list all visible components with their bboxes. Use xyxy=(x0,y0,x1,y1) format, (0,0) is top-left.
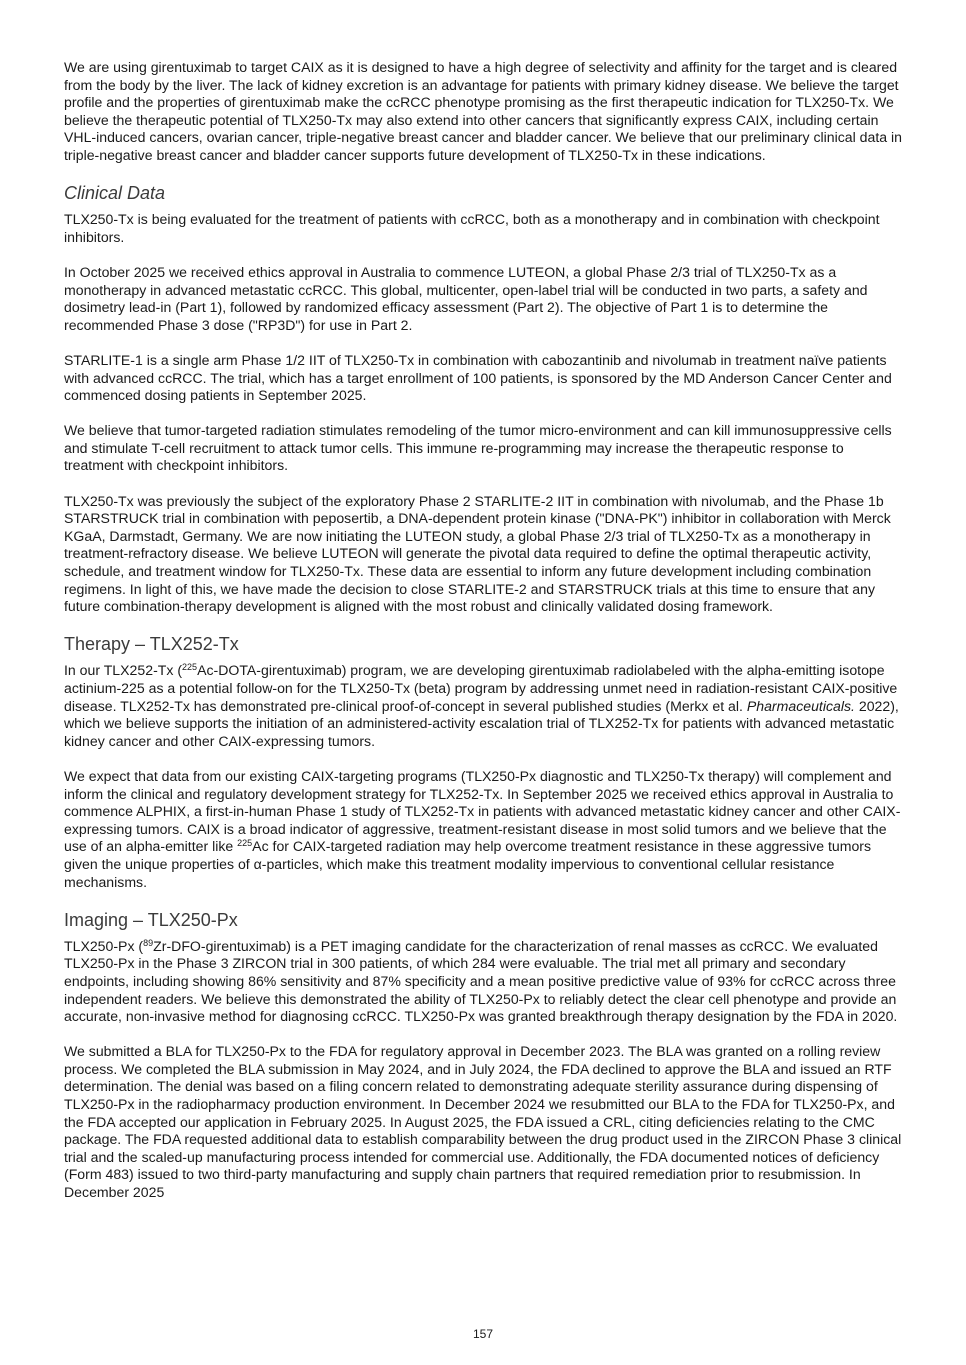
clinical-paragraph-4: We believe that tumor-targeted radiation stimulates remodeling of the tumor micro-environment and can kill immunosuppressive cells and stimulate T-cell recruitment to attack tumor cells. This immune re-programming may increase the therapeutic response to treatment with checkpoint inhibitors. xyxy=(64,422,892,474)
text-run: 2022), which we believe supports the initiation of an administered-activity escalation trial of TLX252-Tx for patients with advanced metastatic kidney cancer and other CAIX-expressing tumors. xyxy=(64,697,899,749)
isotope-superscript: 89 xyxy=(143,937,154,948)
isotope-superscript: 225 xyxy=(237,838,253,849)
text-run: Ac-DOTA-girentuximab) program, we are developing girentuximab radiolabeled with the alpha-emitting isotope actinium-225 as a potential follow-on for the TLX250-Tx (beta) program by addressing unmet need in radiation-resistant CAIX-positive disease. TLX252-Tx has demonstrated pre-clinical proof-of-concept in several published studies (Merkx et al. xyxy=(64,662,898,714)
clinical-data-heading: Clinical Data xyxy=(64,183,166,204)
text-run: Zr-DFO-girentuximab) is a PET imaging candidate for the characterization of renal masses as ccRCC. We evaluated TLX250-Px in the Phase 3 ZIRCON trial in 300 patients, of which 284 were evaluable. The trial met all primary and secondary endpoints, including showing 86% sensitivity and 87% specificity and a mean positive predictive value of 93% for ccRCC across three independent readers. We believe this demonstrated the ability of TLX250-Px to reliably detect the clear cell phenotype and provide an accurate, non-invasive method for diagnosing ccRCC. TLX250-Px was granted breakthrough therapy designation by the FDA in 2020. xyxy=(64,937,898,1025)
imaging-heading: Imaging – TLX250-Px xyxy=(64,909,238,930)
therapy-heading: Therapy – TLX252-Tx xyxy=(64,634,239,655)
clinical-paragraph-1: TLX250-Tx is being evaluated for the treatment of patients with ccRCC, both as a monotherapy and in combination with checkpoint inhibitors. xyxy=(64,211,880,245)
text-run: TLX250-Px ( xyxy=(64,937,144,954)
therapy-paragraph-1 xyxy=(64,662,904,750)
journal-name: Pharmaceuticals. xyxy=(746,697,855,714)
clinical-paragraph-2: In October 2025 we received ethics approval in Australia to commence LUTEON, a global Phase 2/3 trial of TLX250-Tx as a monotherapy in advanced metastatic ccRCC. This global, multicenter, open-label trial will be conducted in two parts, a safety and dosimetry lead-in (Part 1), followed by randomized efficacy assessment (Part 2). The objective of Part 1 is to determine the recommended Phase 3 dose ("RP3D") for use in Part 2. xyxy=(64,263,868,333)
text-run: We expect that data from our existing CAIX-targeting programs (TLX250-Px diagnostic and TLX250-Tx therapy) will complement and inform the clinical and regulatory development strategy for TLX252-Tx. In September 2025 we received ethics approval in Australia to commence ALPHIX, a first-in-human Phase 1 study of TLX252-Tx in patients with advanced metastatic kidney cancer and other CAIX-expressing tumors. CAIX is a broad indicator of aggressive, treatment-resistant disease in most solid tumors and we believe that the use of an alpha-emitter like xyxy=(64,767,901,855)
text-run: Ac for CAIX-targeted radiation may help overcome treatment resistance in these aggressive tumors given the unique properties of α-particles, which make this treatment modality impervious to conventional cellular resistance mechanisms. xyxy=(64,838,872,890)
text-run: In our TLX252-Tx ( xyxy=(64,662,183,679)
intro-paragraph: We are using girentuximab to target CAIX as it is designed to have a high degree of selectivity and affinity for the target and is cleared from the body by the liver. The lack of kidney excretion is an advantage for patients with primary kidney disease. We believe the target profile and the properties of girentuximab make the ccRCC phenotype promising as the first therapeutic indication for TLX250-Tx. We believe the therapeutic potential of TLX250-Tx may also extend into other cancers that significantly express CAIX, including certain VHL-induced cancers, ovarian cancer, triple-negative breast cancer and bladder cancer. We believe that our preliminary clinical data in triple-negative breast cancer and bladder cancer supports future development of TLX250-Tx in these indications. xyxy=(64,59,902,163)
imaging-paragraph-1 xyxy=(64,938,904,1026)
clinical-paragraph-3: STARLITE-1 is a single arm Phase 1/2 IIT of TLX250-Tx in combination with cabozantinib and nivolumab in treatment naïve patients with advanced ccRCC. The trial, which has a target enrollment of 100 patients, is sponsored by the MD Anderson Cancer Center and commenced dosing patients in September 2025. xyxy=(64,351,892,404)
imaging-paragraph-2: We submitted a BLA for TLX250-Px to the FDA for regulatory approval in December 2023. The BLA was granted on a rolling review process. We completed the BLA submission in May 2024, and in July 2024, the FDA declined to approve the BLA and issued an RTF determination. The denial was based on a filing concern related to demonstrating adequate sterility assurance during dispensing of TLX250-Px in the radiopharmacy production environment. In December 2024 we resubmitted our BLA to the FDA for TLX250-Px, and the FDA accepted our application in February 2025. In August 2025, the FDA issued a CRL, citing deficiencies relating to the CMC package. The FDA requested additional data to establish comparability between the drug product used in the ZIRCON Phase 3 clinical trial and the scaled-up manufacturing process intended for commercial use. Additionally, the FDA documented notices of deficiency (Form 483) issued to two third-party manufacturing and supply chain partners that required remediation prior to resubmission. In December 2025 xyxy=(64,1043,902,1201)
isotope-superscript: 225 xyxy=(182,662,198,673)
therapy-paragraph-2 xyxy=(64,768,904,891)
page-number: 157 xyxy=(472,1327,494,1341)
clinical-paragraph-5: TLX250-Tx was previously the subject of the exploratory Phase 2 STARLITE-2 IIT in combination with nivolumab, and the Phase 1b STARSTRUCK trial in combination with peposertib, a DNA-dependent protein kinase ("DNA-PK") inhibitor in collaboration with Merck KGaA, Darmstadt, Germany. We are now initiating the LUTEON study, a global Phase 2/3 trial of TLX250-Tx as a monotherapy in treatment-refractory disease. We believe LUTEON will generate the pivotal data required to define the optimal therapeutic activity, schedule, and treatment window for TLX250-Tx. These data are essential to inform any future development including combination regimens. In light of this, we have made the decision to close STARLITE-2 and STARSTRUCK trials at this time to ensure that any future combination-therapy development is aligned with the most robust and clinically validated dosing framework. xyxy=(64,492,891,615)
document-page xyxy=(64,59,904,1219)
